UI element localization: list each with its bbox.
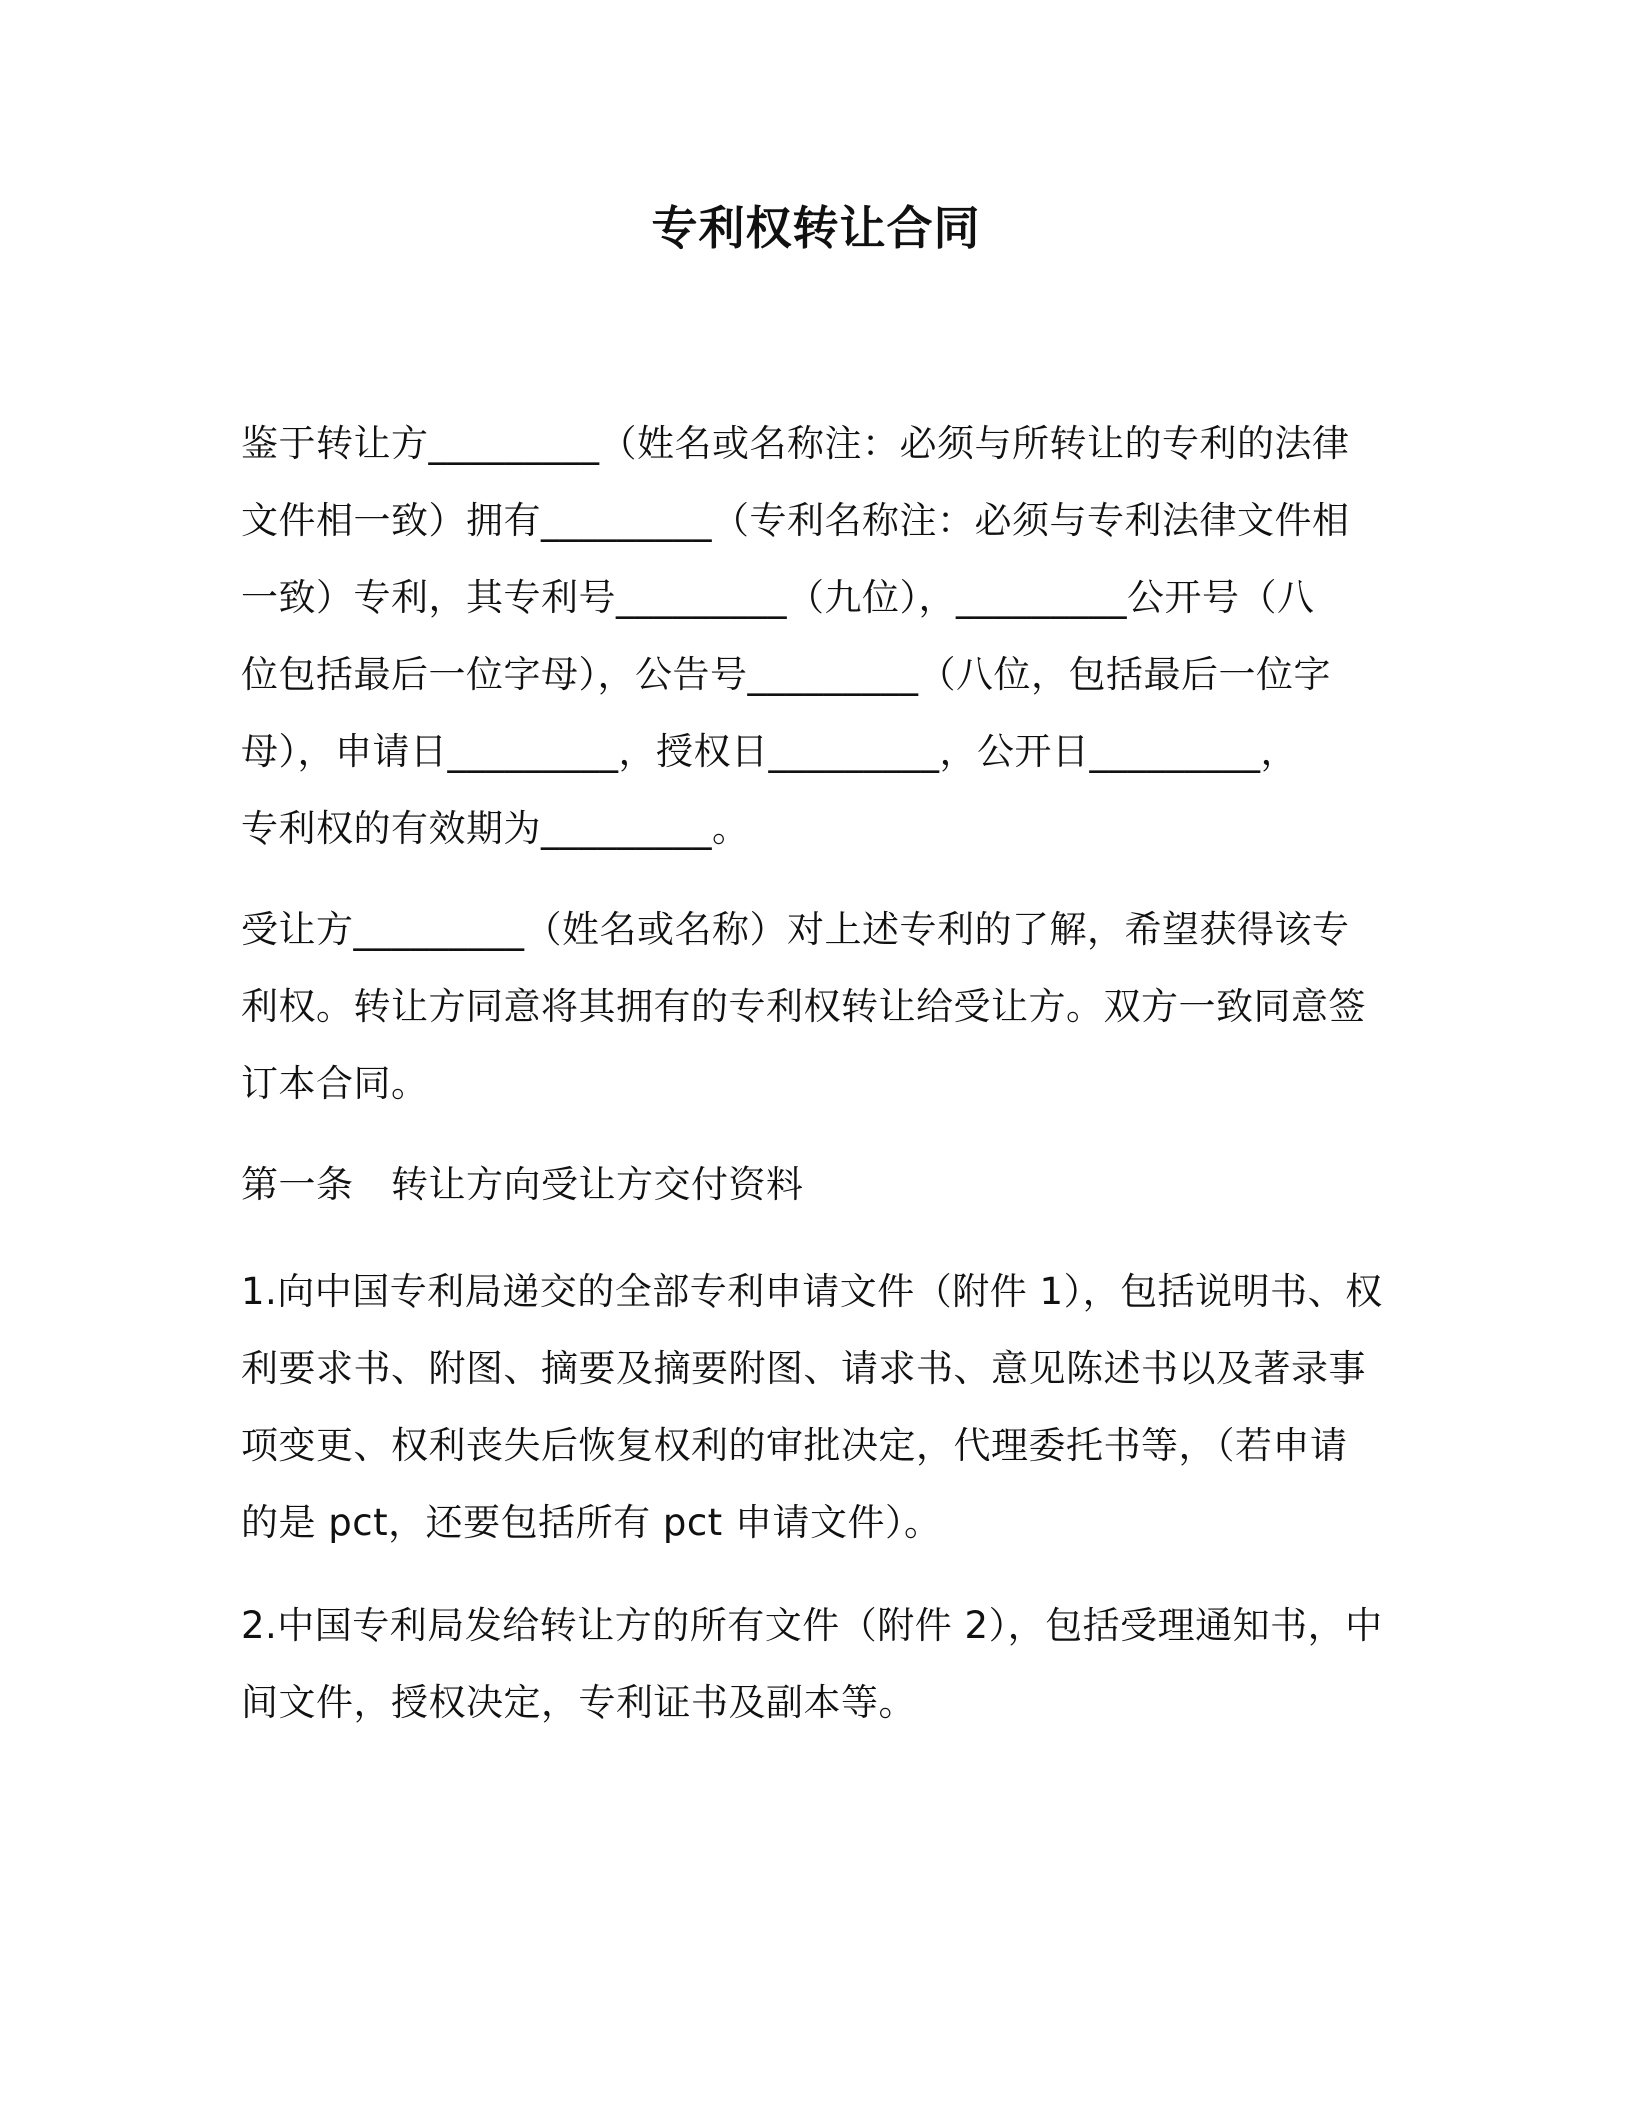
preamble-line: 母），申请日_________，授权日_________，公开日_________， xyxy=(241,730,1298,773)
preamble-line: 专利权的有效期为_________。 xyxy=(241,807,750,850)
preamble-line: 一致）专利，其专利号_________（九位），_________公开号（八 xyxy=(241,576,1315,619)
article-1-item-2-line: 间文件，授权决定，专利证书及副本等。 xyxy=(241,1681,916,1724)
article-1-item-2-line: 2.中国专利局发给转让方的所有文件（附件 2），包括受理通知书，中 xyxy=(241,1604,1383,1647)
article-1-heading: 第一条 转让方向受让方交付资料 xyxy=(241,1163,804,1206)
preamble-line: 文件相一致）拥有_________（专利名称注：必须与专利法律文件相 xyxy=(241,499,1350,542)
intent-line: 订本合同。 xyxy=(241,1062,429,1105)
article-1-item-1-line: 利要求书、附图、摘要及摘要附图、请求书、意见陈述书以及著录事 xyxy=(241,1347,1366,1390)
preamble-line: 鉴于转让方_________（姓名或名称注：必须与所转让的专利的法律 xyxy=(241,422,1350,465)
intent-line: 利权。转让方同意将其拥有的专利权转让给受让方。双方一致同意签 xyxy=(241,985,1366,1028)
intent-line: 受让方_________（姓名或名称）对上述专利的了解，希望获得该专 xyxy=(241,908,1350,951)
document-title: 专利权转让合同 xyxy=(651,201,981,255)
article-1-item-1-line: 1.向中国专利局递交的全部专利申请文件（附件 1），包括说明书、权 xyxy=(241,1270,1383,1313)
preamble-line: 位包括最后一位字母），公告号_________（八位，包括最后一位字 xyxy=(241,653,1331,696)
article-1-item-1-line: 项变更、权利丧失后恢复权利的审批决定，代理委托书等，（若申请 xyxy=(241,1424,1348,1467)
article-1-item-1-line: 的是 pct，还要包括所有 pct 申请文件）。 xyxy=(241,1501,942,1544)
